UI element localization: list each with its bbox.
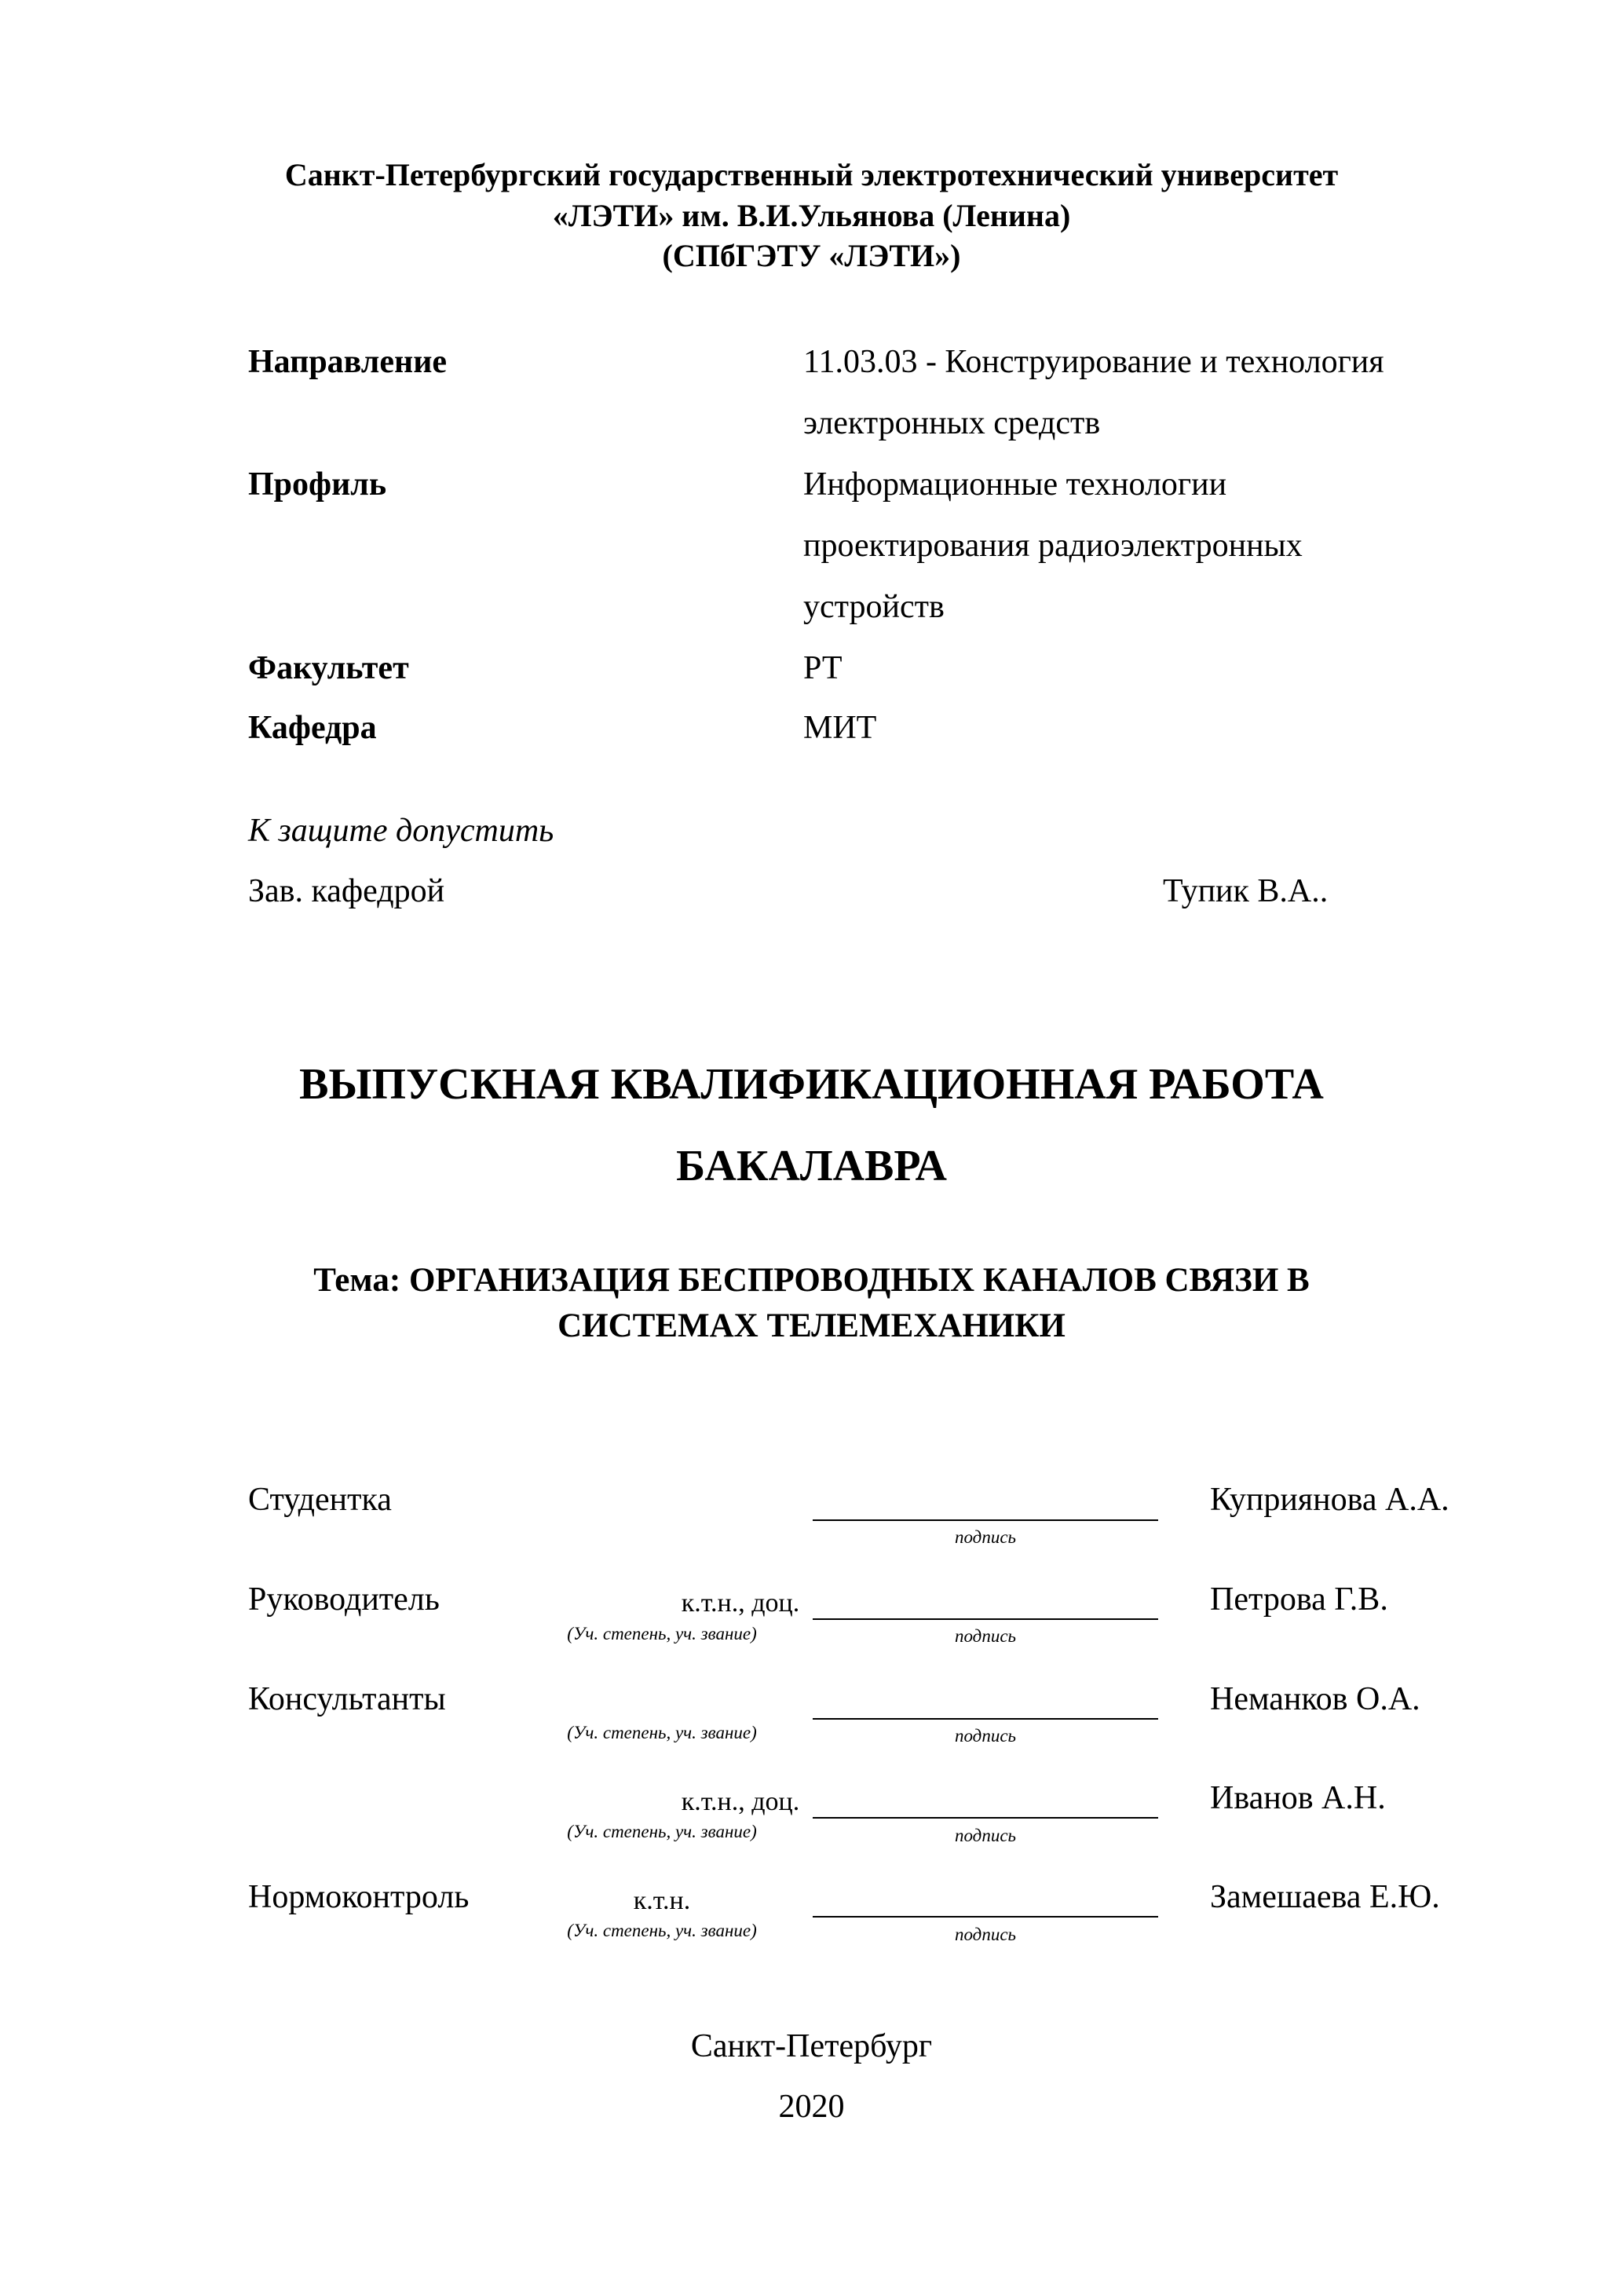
meta-value-faculty: РТ [803,650,843,686]
signature-name-student: Куприянова А.А. [1210,1482,1449,1518]
meta-value-profile-line-2: проектирования радиоэлектронных [803,528,1303,564]
meta-label-faculty: Факультет [248,650,409,686]
signature-role-consultants: Консультанты [248,1681,446,1717]
signature-degree: к.т.н., доц. [681,1589,800,1618]
signature-line [813,1618,1158,1620]
approval-name: Тупик В.А.. [1163,873,1329,909]
signature-hint: подпись [954,1527,1016,1547]
signature-role-student: Студентка [248,1482,392,1518]
signature-line [813,1817,1158,1819]
university-name-line-1: Санкт-Петербургский государственный электротехнический университет [284,157,1339,192]
degree-hint: (Уч. степень, уч. звание) [567,1921,757,1940]
approval-caption: К защите допустить [248,813,554,849]
signature-hint: подпись [954,1826,1016,1845]
signature-name-normcontrol: Замешаева Е.Ю. [1210,1879,1440,1915]
meta-label-profile: Профиль [248,466,387,503]
footer-city: Санкт-Петербург [690,2028,933,2064]
signature-hint: подпись [954,1925,1016,1944]
meta-value-profile-line-3: устройств [803,589,945,625]
work-title-line-1: ВЫПУСКНАЯ КВАЛИФИКАЦИОННАЯ РАБОТА [299,1060,1324,1109]
signature-role-supervisor: Руководитель [248,1581,440,1618]
signature-name-supervisor: Петрова Г.В. [1210,1581,1388,1618]
signature-hint: подпись [954,1726,1016,1746]
university-abbreviation: (СПбГЭТУ «ЛЭТИ») [662,238,961,273]
meta-value-direction-line-2: электронных средств [803,405,1101,441]
footer-year: 2020 [778,2089,845,2125]
meta-value-direction-line-1: 11.03.03 - Конструирование и технология [803,344,1384,380]
topic-line-1: Тема: ОРГАНИЗАЦИЯ БЕСПРОВОДНЫХ КАНАЛОВ СВЯЗИ В [313,1262,1310,1299]
university-name-line-2: «ЛЭТИ» им. В.И.Ульянова (Ленина) [552,198,1071,233]
meta-label-direction: Направление [248,344,448,380]
meta-label-department: Кафедра [248,710,377,746]
approval-role: Зав. кафедрой [248,873,445,909]
signature-degree: к.т.н., доц. [681,1787,800,1816]
topic-line-2: СИСТЕМАХ ТЕЛЕМЕХАНИКИ [557,1307,1066,1344]
meta-value-profile-line-1: Информационные технологии [803,466,1227,503]
signature-hint: подпись [954,1626,1016,1646]
signature-degree: к.т.н. [633,1886,691,1915]
signature-name-consultant-1: Неманков О.А. [1210,1681,1420,1717]
signature-line [813,1718,1158,1720]
degree-hint: (Уч. степень, уч. звание) [567,1723,757,1742]
meta-value-department: МИТ [803,710,877,746]
signature-line [813,1519,1158,1521]
signature-name-consultant-2: Иванов А.Н. [1210,1780,1386,1816]
signature-line [813,1916,1158,1918]
degree-hint: (Уч. степень, уч. звание) [567,1624,757,1643]
signature-role-normcontrol: Нормоконтроль [248,1879,470,1915]
degree-hint: (Уч. степень, уч. звание) [567,1822,757,1841]
work-title-line-2: БАКАЛАВРА [676,1142,947,1190]
